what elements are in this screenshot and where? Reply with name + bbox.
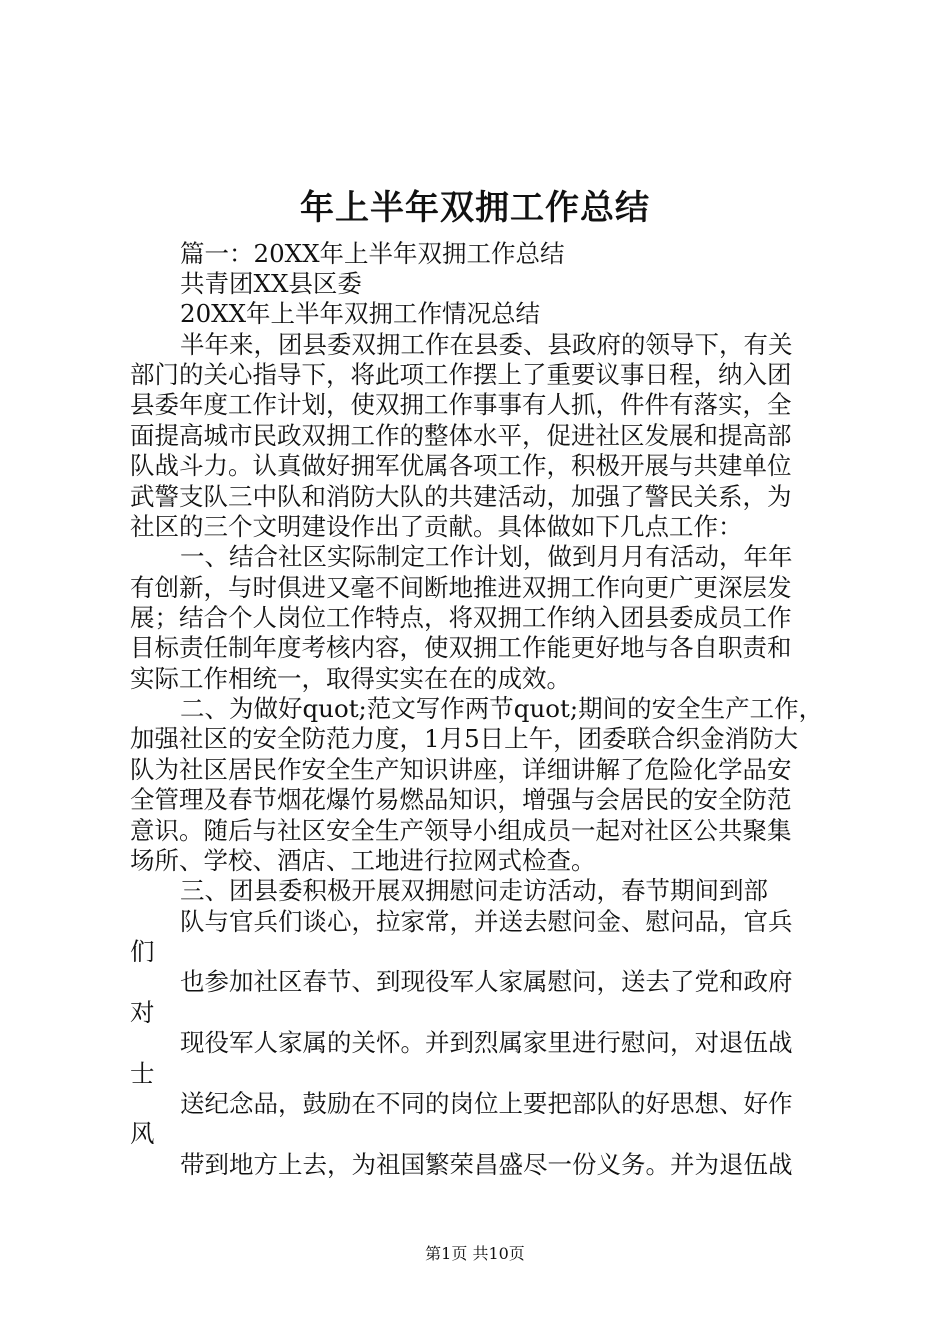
line-17: 加强社区的安全防范力度，1月5日上午，团委联合织金消防大	[130, 724, 799, 753]
line-1: 篇一：20XX年上半年双拥工作总结	[180, 239, 565, 268]
line-24: 们	[130, 937, 155, 966]
line-2: 共青团XX县区委	[180, 269, 362, 298]
line-15: 实际工作相统一，取得实实在在的成效。	[130, 664, 571, 693]
line-9: 武警支队三中队和消防大队的共建活动，加强了警民关系，为	[130, 482, 792, 511]
line-18: 队为社区居民作安全生产知识讲座，详细讲解了危险化学品安	[130, 755, 792, 784]
line-7: 面提高城市民政双拥工作的整体水平，促进社区发展和提高部	[130, 421, 792, 450]
line-3: 20XX年上半年双拥工作情况总结	[180, 299, 541, 328]
document-title: 年上半年双拥工作总结	[300, 188, 650, 228]
line-13: 展；结合个人岗位工作特点，将双拥工作纳入团县委成员工作	[130, 603, 792, 632]
line-5: 部门的关心指导下，将此项工作摆上了重要议事日程，纳入团	[130, 360, 792, 389]
line-31: 带到地方上去，为祖国繁荣昌盛尽一份义务。并为退伍战	[180, 1150, 793, 1179]
line-21: 场所、学校、酒店、工地进行拉网式检查。	[130, 846, 596, 875]
line-20: 意识。随后与社区安全生产领导小组成员一起对社区公共聚集	[130, 816, 792, 845]
line-26: 对	[130, 998, 155, 1027]
line-11: 一、结合社区实际制定工作计划，做到月月有活动，年年	[180, 542, 793, 571]
line-14: 目标责任制年度考核内容，使双拥工作能更好地与各自职责和	[130, 633, 792, 662]
line-23: 队与官兵们谈心，拉家常，并送去慰问金、慰问品，官兵	[180, 907, 793, 936]
line-8: 队战斗力。认真做好拥军优属各项工作，积极开展与共建单位	[130, 451, 792, 480]
line-28: 士	[130, 1059, 155, 1088]
line-27: 现役军人家属的关怀。并到烈属家里进行慰问，对退伍战	[180, 1028, 793, 1057]
page-footer: 第1页 共10页	[425, 1244, 525, 1263]
line-25: 也参加社区春节、到现役军人家属慰问，送去了党和政府	[180, 967, 793, 996]
line-6: 县委年度工作计划，使双拥工作事事有人抓，件件有落实，全	[130, 390, 792, 419]
line-10: 社区的三个文明建设作出了贡献。具体做如下几点工作：	[130, 512, 743, 541]
line-30: 风	[130, 1119, 155, 1148]
line-19: 全管理及春节烟花爆竹易燃品知识，增强与会居民的安全防范	[130, 785, 792, 814]
line-12: 有创新，与时俱进又毫不间断地推进双拥工作向更广更深层发	[130, 573, 792, 602]
line-29: 送纪念品，鼓励在不同的岗位上要把部队的好思想、好作	[180, 1089, 793, 1118]
line-22: 三、团县委积极开展双拥慰问走访活动，春节期间到部	[180, 876, 768, 905]
line-16: 二、为做好quot;范文写作两节quot;期间的安全生产工作，	[180, 694, 824, 723]
line-4: 半年来，团县委双拥工作在县委、县政府的领导下，有关	[180, 330, 793, 359]
